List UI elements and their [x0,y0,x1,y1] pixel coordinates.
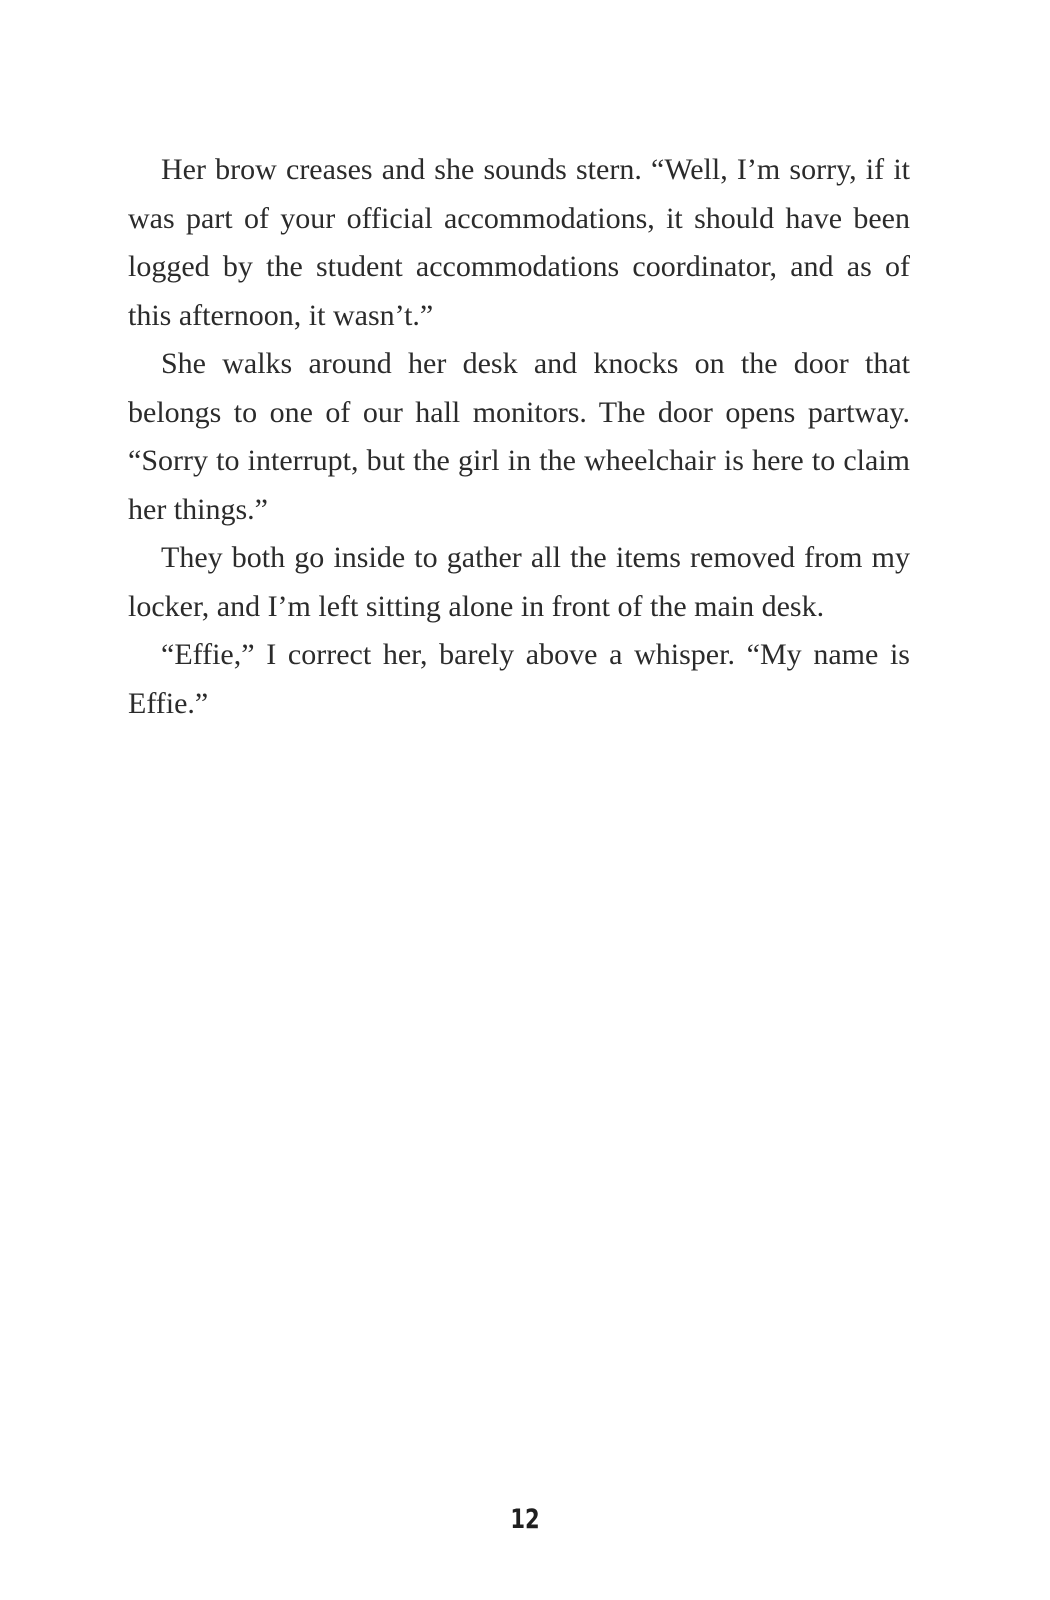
paragraph: She walks around her desk and knocks on the door that belongs to one of our hall monitors. The door opens partway. “Sorry to interrupt, but the girl in the wheelchair is here to claim her things.” [128,347,910,526]
paragraph: Her brow creases and she sounds stern. “Well, I’m sorry, if it was part of your official accommodations, it should have been logged by the student accommodations coordinator, and as of this afternoon, it wasn’t.” [128,153,910,332]
page-number: 12 [510,1504,540,1535]
body-text [128,146,910,728]
paragraph: “Effie,” I correct her, barely above a whisper. “My name is Effie.” [128,638,910,720]
paragraph: They both go inside to gather all the items removed from my locker, and I’m left sitting alone in front of the main desk. [128,541,910,623]
